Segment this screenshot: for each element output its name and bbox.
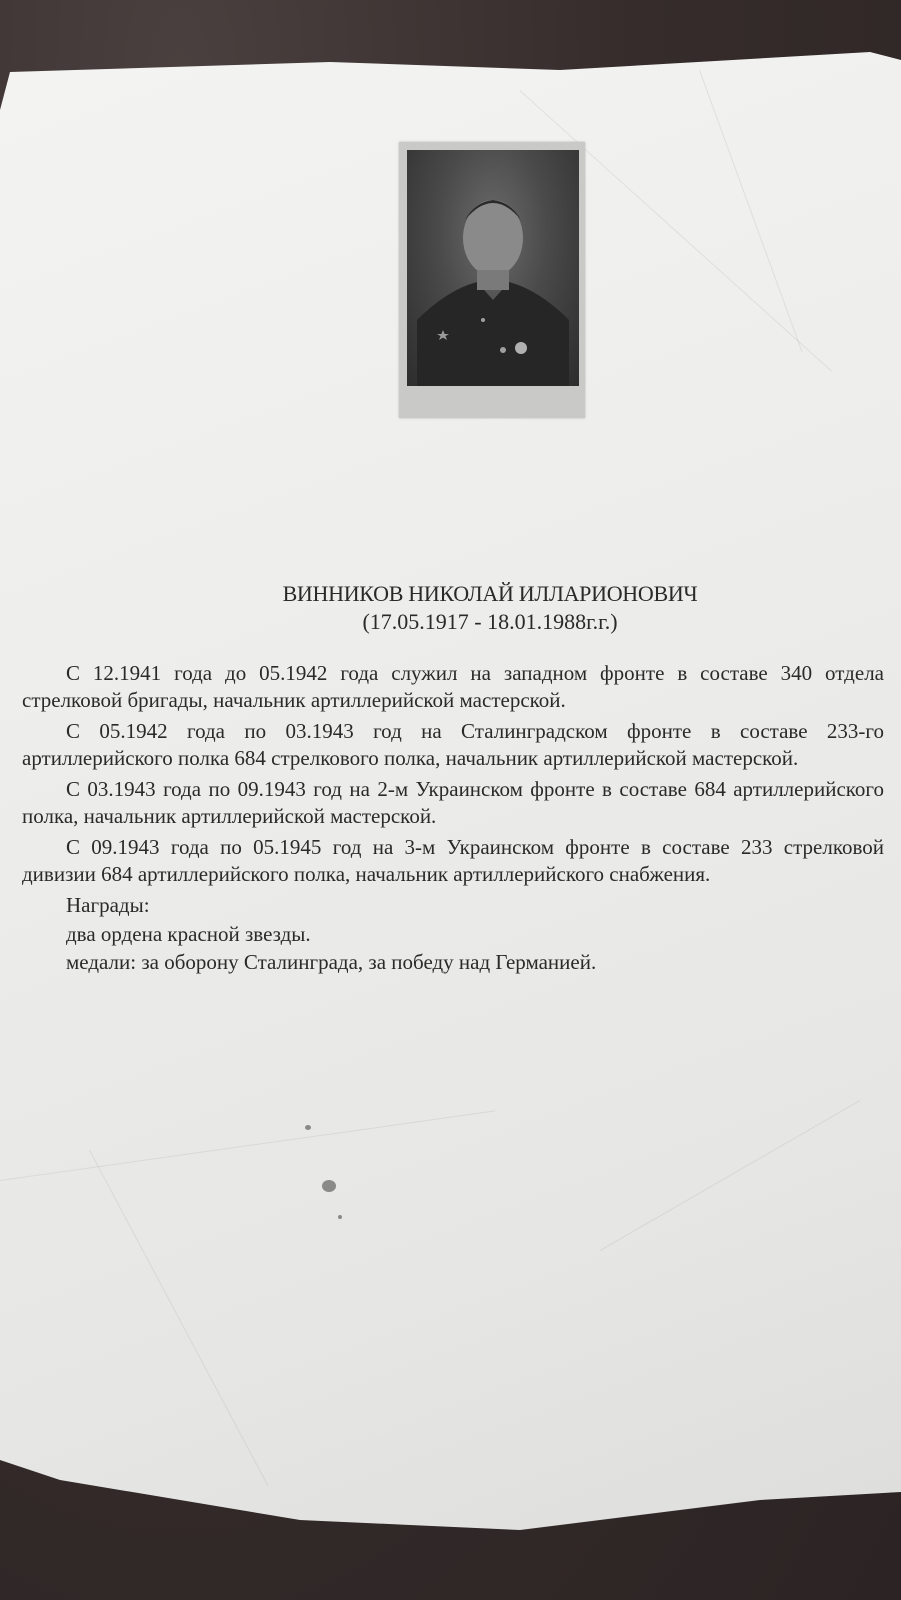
service-paragraph: С 03.1943 года по 09.1943 год на 2-м Украинском фронте в составе 684 артиллерийского полка, начальник артиллерийской мастерской. <box>22 777 884 828</box>
portrait-image <box>407 150 579 386</box>
portrait-photo <box>407 150 579 386</box>
person-full-name: ВИННИКОВ НИКОЛАЙ ИЛЛАРИОНОВИЧ <box>282 581 698 606</box>
service-paragraph: С 05.1942 года по 03.1943 год на Сталинградском фронте в составе 233-го артиллерийского полка 684 стрелкового полка, начальник артиллерийской мастерской. <box>22 719 884 770</box>
paper-crease <box>89 1150 268 1486</box>
paper-crease <box>0 1110 495 1181</box>
ink-stain <box>322 1180 336 1192</box>
ink-stain <box>338 1215 342 1219</box>
awards-medals: медали: за оборону Сталинграда, за победу над Германией. <box>66 950 597 974</box>
paper-crease <box>600 1100 860 1251</box>
service-paragraph: С 12.1941 года до 05.1942 года служил на западном фронте в составе 340 отдела стрелковой бригады, начальник артиллерийской мастерской. <box>22 661 884 712</box>
service-paragraph: С 09.1943 года по 05.1945 год на 3-м Украинском фронте в составе 233 стрелковой дивизии 684 артиллерийского полка, начальник артиллерийского снабжения. <box>22 835 884 886</box>
portrait-photo-frame <box>399 142 585 418</box>
ink-stain <box>305 1125 311 1130</box>
life-dates: (17.05.1917 - 18.01.1988г.г.) <box>362 609 618 634</box>
awards-orders: два ордена красной звезды. <box>66 921 311 946</box>
service-record <box>22 660 884 978</box>
awards-heading: Награды: <box>66 893 150 917</box>
paper-crease <box>699 70 803 352</box>
